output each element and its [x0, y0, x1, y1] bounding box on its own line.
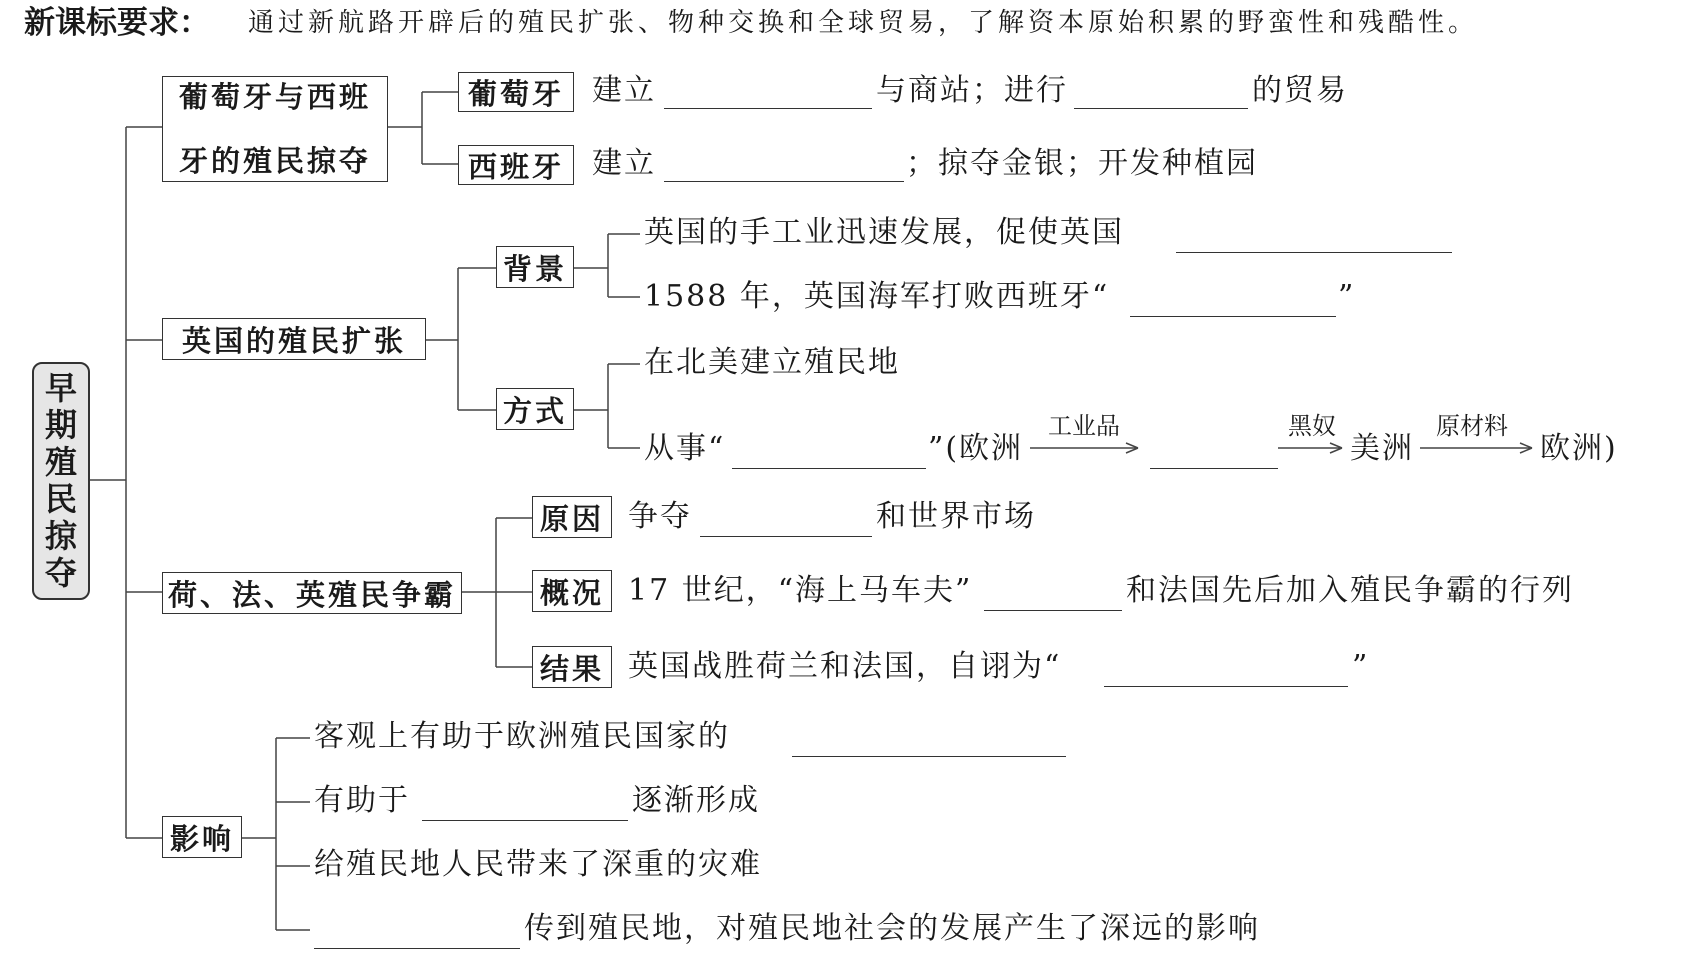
- method-item2a: 从事“: [644, 431, 726, 466]
- reason-t2: 和世界市场: [876, 499, 1036, 534]
- background-item1: 英国的手工业迅速发展，促使英国: [644, 215, 1124, 250]
- arrow1-label: 工业品: [1048, 412, 1120, 440]
- spain-box: 西班牙: [458, 145, 574, 185]
- root-topic: 早期殖民掠夺: [32, 362, 90, 600]
- arrow3-label: 原材料: [1436, 412, 1508, 440]
- sec2-box: 英国的殖民扩张: [162, 318, 426, 360]
- blank-spain[interactable]: [664, 181, 904, 182]
- result-t1: 英国战胜荷兰和法国，自诩为“: [628, 649, 1062, 684]
- background-item2a: 1588 年，英国海军打败西班牙“: [644, 279, 1110, 314]
- impact-item4: 传到殖民地，对殖民地社会的发展产生了深远的影响: [524, 911, 1260, 946]
- portugal-t3: 的贸易: [1252, 73, 1348, 108]
- blank-africa[interactable]: [1150, 468, 1278, 469]
- impact-item3: 给殖民地人民带来了深重的灾难: [314, 847, 762, 882]
- spain-t2: ；掠夺金银；开发种植园: [906, 146, 1258, 181]
- blank-overview[interactable]: [984, 610, 1122, 611]
- blank-trade[interactable]: [732, 468, 926, 469]
- method-item1: 在北美建立殖民地: [644, 345, 900, 380]
- overview-box: 概况: [532, 570, 612, 612]
- impact-item2a: 有助于: [314, 783, 410, 818]
- background-box: 背景: [496, 246, 574, 288]
- overview-t2: 和法国先后加入殖民争霸的行列: [1126, 573, 1574, 608]
- requirement-label: 新课标要求：: [24, 5, 210, 41]
- arrow2-label: 黑奴: [1288, 412, 1336, 440]
- method-item2b: ”(欧洲: [928, 431, 1024, 466]
- sec3-box: 荷、法、英殖民争霸: [162, 572, 462, 614]
- blank-background-1[interactable]: [1176, 252, 1452, 253]
- blank-background-2[interactable]: [1130, 316, 1336, 317]
- impact-item2b: 逐渐形成: [632, 783, 760, 818]
- requirement-text: 通过新航路开辟后的殖民扩张、物种交换和全球贸易，了解资本原始积累的野蛮性和残酷性。: [248, 8, 1479, 38]
- reason-box: 原因: [532, 496, 612, 538]
- result-t2: ”: [1352, 649, 1370, 684]
- europe-label: 欧洲): [1540, 431, 1618, 466]
- portugal-t2: 与商站；进行: [876, 73, 1068, 108]
- blank-reason[interactable]: [700, 536, 872, 537]
- blank-portugal-2[interactable]: [1074, 108, 1248, 109]
- america-label: 美洲: [1350, 431, 1414, 466]
- blank-impact-1[interactable]: [792, 756, 1066, 757]
- blank-impact-4[interactable]: [314, 948, 520, 949]
- overview-t1: 17 世纪，“海上马车夫”: [628, 573, 973, 608]
- portugal-box: 葡萄牙: [458, 72, 574, 112]
- sec1-box: 葡萄牙与西班 牙的殖民掠夺: [162, 76, 388, 182]
- reason-t1: 争夺: [628, 499, 692, 534]
- sec4-box: 影响: [162, 816, 242, 858]
- blank-impact-2[interactable]: [422, 820, 628, 821]
- blank-result[interactable]: [1104, 686, 1348, 687]
- spain-t1: 建立: [592, 146, 656, 181]
- background-item2b: ”: [1338, 279, 1356, 314]
- portugal-t1: 建立: [592, 73, 656, 108]
- method-box: 方式: [496, 388, 574, 430]
- impact-item1: 客观上有助于欧洲殖民国家的: [314, 719, 730, 754]
- blank-portugal-1[interactable]: [664, 108, 872, 109]
- result-box: 结果: [532, 646, 612, 688]
